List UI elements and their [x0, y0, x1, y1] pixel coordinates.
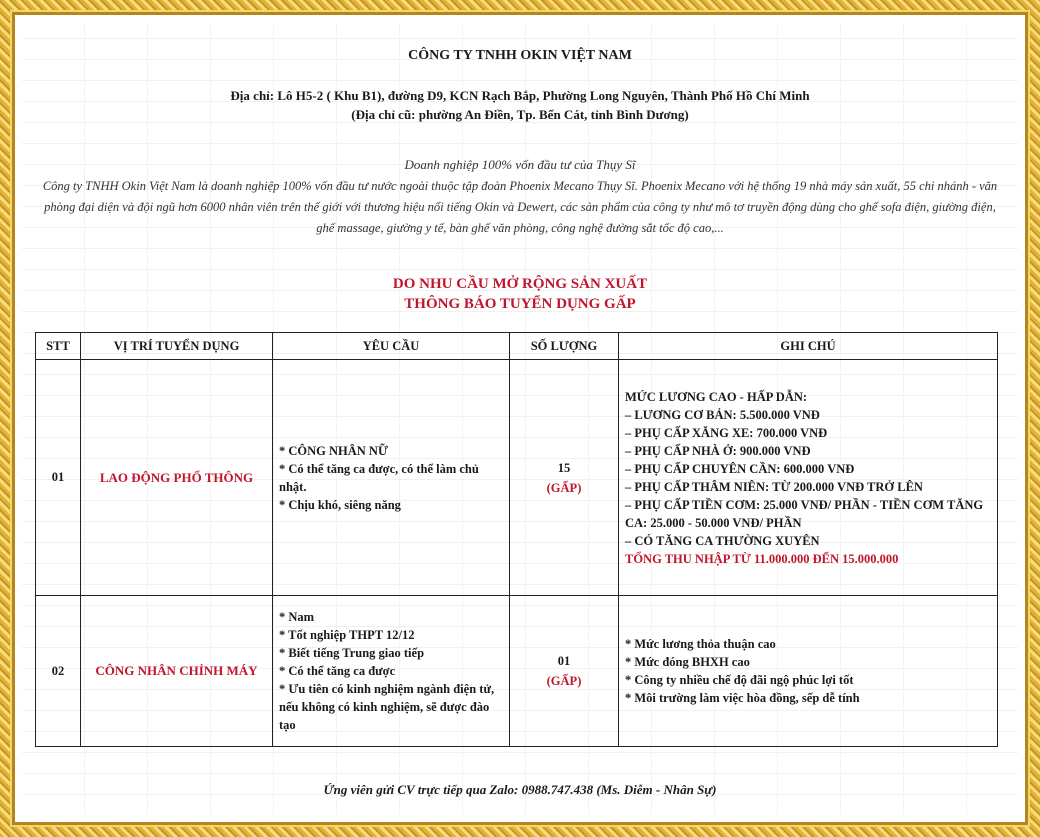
requirement-item: * CÔNG NHÂN NỮ: [279, 443, 388, 458]
row-stt: 02: [36, 596, 81, 747]
quantity-urgent: (GẤP): [546, 480, 582, 495]
note-item: – PHỤ CẤP TIỀN CƠM: 25.000 VNĐ/ PHẦN - TIỀN CƠM TĂNG CA: 25.000 - 50.000 VNĐ/ PHẦN: [625, 497, 984, 530]
note-item: – PHỤ CẤP XĂNG XE: 700.000 VNĐ: [625, 425, 828, 440]
row-quantity: [510, 596, 619, 747]
contact-footer: Ứng viên gửi CV trực tiếp qua Zalo: 0988.747.438 (Ms. Diễm - Nhân Sự): [323, 782, 717, 797]
note-item: – PHỤ CẤP NHÀ Ở: 900.000 VNĐ: [625, 443, 811, 458]
row-requirements: [273, 596, 510, 747]
note-item: * Công ty nhiều chế độ đãi ngộ phúc lợi tốt: [625, 673, 854, 687]
requirement-item: * Có thể tăng ca được, có thể làm chủ nhật.: [279, 461, 479, 494]
note-item: * Môi trường làm việc hòa đồng, sếp dễ tính: [625, 691, 860, 705]
table-row: [36, 360, 998, 596]
note-item: – PHỤ CẤP THÂM NIÊN: TỪ 200.000 VNĐ TRỞ LÊN: [625, 479, 923, 494]
table-row: [36, 596, 998, 747]
requirement-item: * Nam: [279, 610, 315, 624]
quantity-value: 01: [557, 654, 571, 668]
requirement-item: * Biết tiếng Trung giao tiếp: [279, 646, 425, 660]
intro-title: Doanh nghiệp 100% vốn đầu tư của Thụy Sĩ: [404, 157, 636, 172]
company-address: Địa chỉ: Lô H5-2 ( Khu B1), đường D9, KCN Rạch Bắp, Phường Long Nguyên, Thành Phố Hồ Chí Minh: [230, 88, 810, 103]
jobs-table: [35, 332, 998, 747]
row-notes: [619, 360, 998, 596]
row-requirements: [273, 360, 510, 596]
note-item: * Mức đóng BHXH cao: [625, 655, 750, 669]
note-item: – CÓ TĂNG CA THƯỜNG XUYÊN: [625, 533, 820, 548]
header-position: VỊ TRÍ TUYỂN DỤNG: [81, 333, 273, 360]
announcement-line-2: THÔNG BÁO TUYỂN DỤNG GẤP: [404, 296, 636, 312]
header-quantity: SỐ LƯỢNG: [510, 333, 619, 360]
row-position: LAO ĐỘNG PHỔ THÔNG: [81, 360, 273, 596]
quantity-urgent: (GẤP): [546, 674, 582, 688]
requirement-item: * Ưu tiên có kinh nghiệm ngành điện tử, nếu không có kinh nghiệm, sẽ được đào tạo: [279, 682, 495, 732]
row-position: CÔNG NHÂN CHỈNH MÁY: [81, 596, 273, 747]
row-notes: [619, 596, 998, 747]
requirement-item: * Tốt nghiệp THPT 12/12: [279, 628, 415, 642]
row-stt: 01: [36, 360, 81, 596]
requirement-item: * Chịu khó, siêng năng: [279, 497, 401, 512]
note-item: MỨC LƯƠNG CAO - HẤP DẪN:: [625, 389, 808, 404]
company-old-address: (Địa chỉ cũ: phường An Điền, Tp. Bến Cát, tỉnh Bình Dương): [351, 107, 689, 122]
note-item: * Mức lương thỏa thuận cao: [625, 637, 776, 651]
intro-body: Công ty TNHH Okin Việt Nam là doanh nghiệp 100% vốn đầu tư nước ngoài thuộc tập đoàn Phoenix Mecano Thụy Sĩ. Phoenix Mecano với hệ thống 19 nhà máy sản xuất, 55 chi nhánh - văn phòng đại diện và đội ngũ hơn 6000 nhân viên trên thế giới với thương hiệu nổi tiếng Okin và Dewert, các sản phẩm của công ty như mô tơ truyền động dùng cho ghế sofa điện, giường điện, ghế massage, giường y tế, bàn ghế văn phòng, công nghệ đường sắt tốc độ cao,...: [42, 179, 998, 235]
total-income-note: TỔNG THU NHẬP TỪ 11.000.000 ĐẾN 15.000.000: [625, 551, 899, 566]
table-header-row: [36, 333, 998, 360]
requirement-item: * Có thể tăng ca được: [279, 664, 396, 678]
quantity-value: 15: [557, 460, 571, 475]
header-notes: GHI CHÚ: [619, 333, 998, 360]
row-quantity: [510, 360, 619, 596]
announcement-line-1: DO NHU CẦU MỞ RỘNG SẢN XUẤT: [392, 276, 648, 292]
note-item: – PHỤ CẤP CHUYÊN CẦN: 600.000 VNĐ: [625, 461, 855, 476]
note-item: – LƯƠNG CƠ BẢN: 5.500.000 VNĐ: [625, 407, 820, 422]
header-requirements: YÊU CẦU: [273, 333, 510, 360]
company-name: CÔNG TY TNHH OKIN VIỆT NAM: [408, 48, 632, 63]
recruitment-notice: [22, 22, 1018, 815]
header-stt: STT: [36, 333, 81, 360]
